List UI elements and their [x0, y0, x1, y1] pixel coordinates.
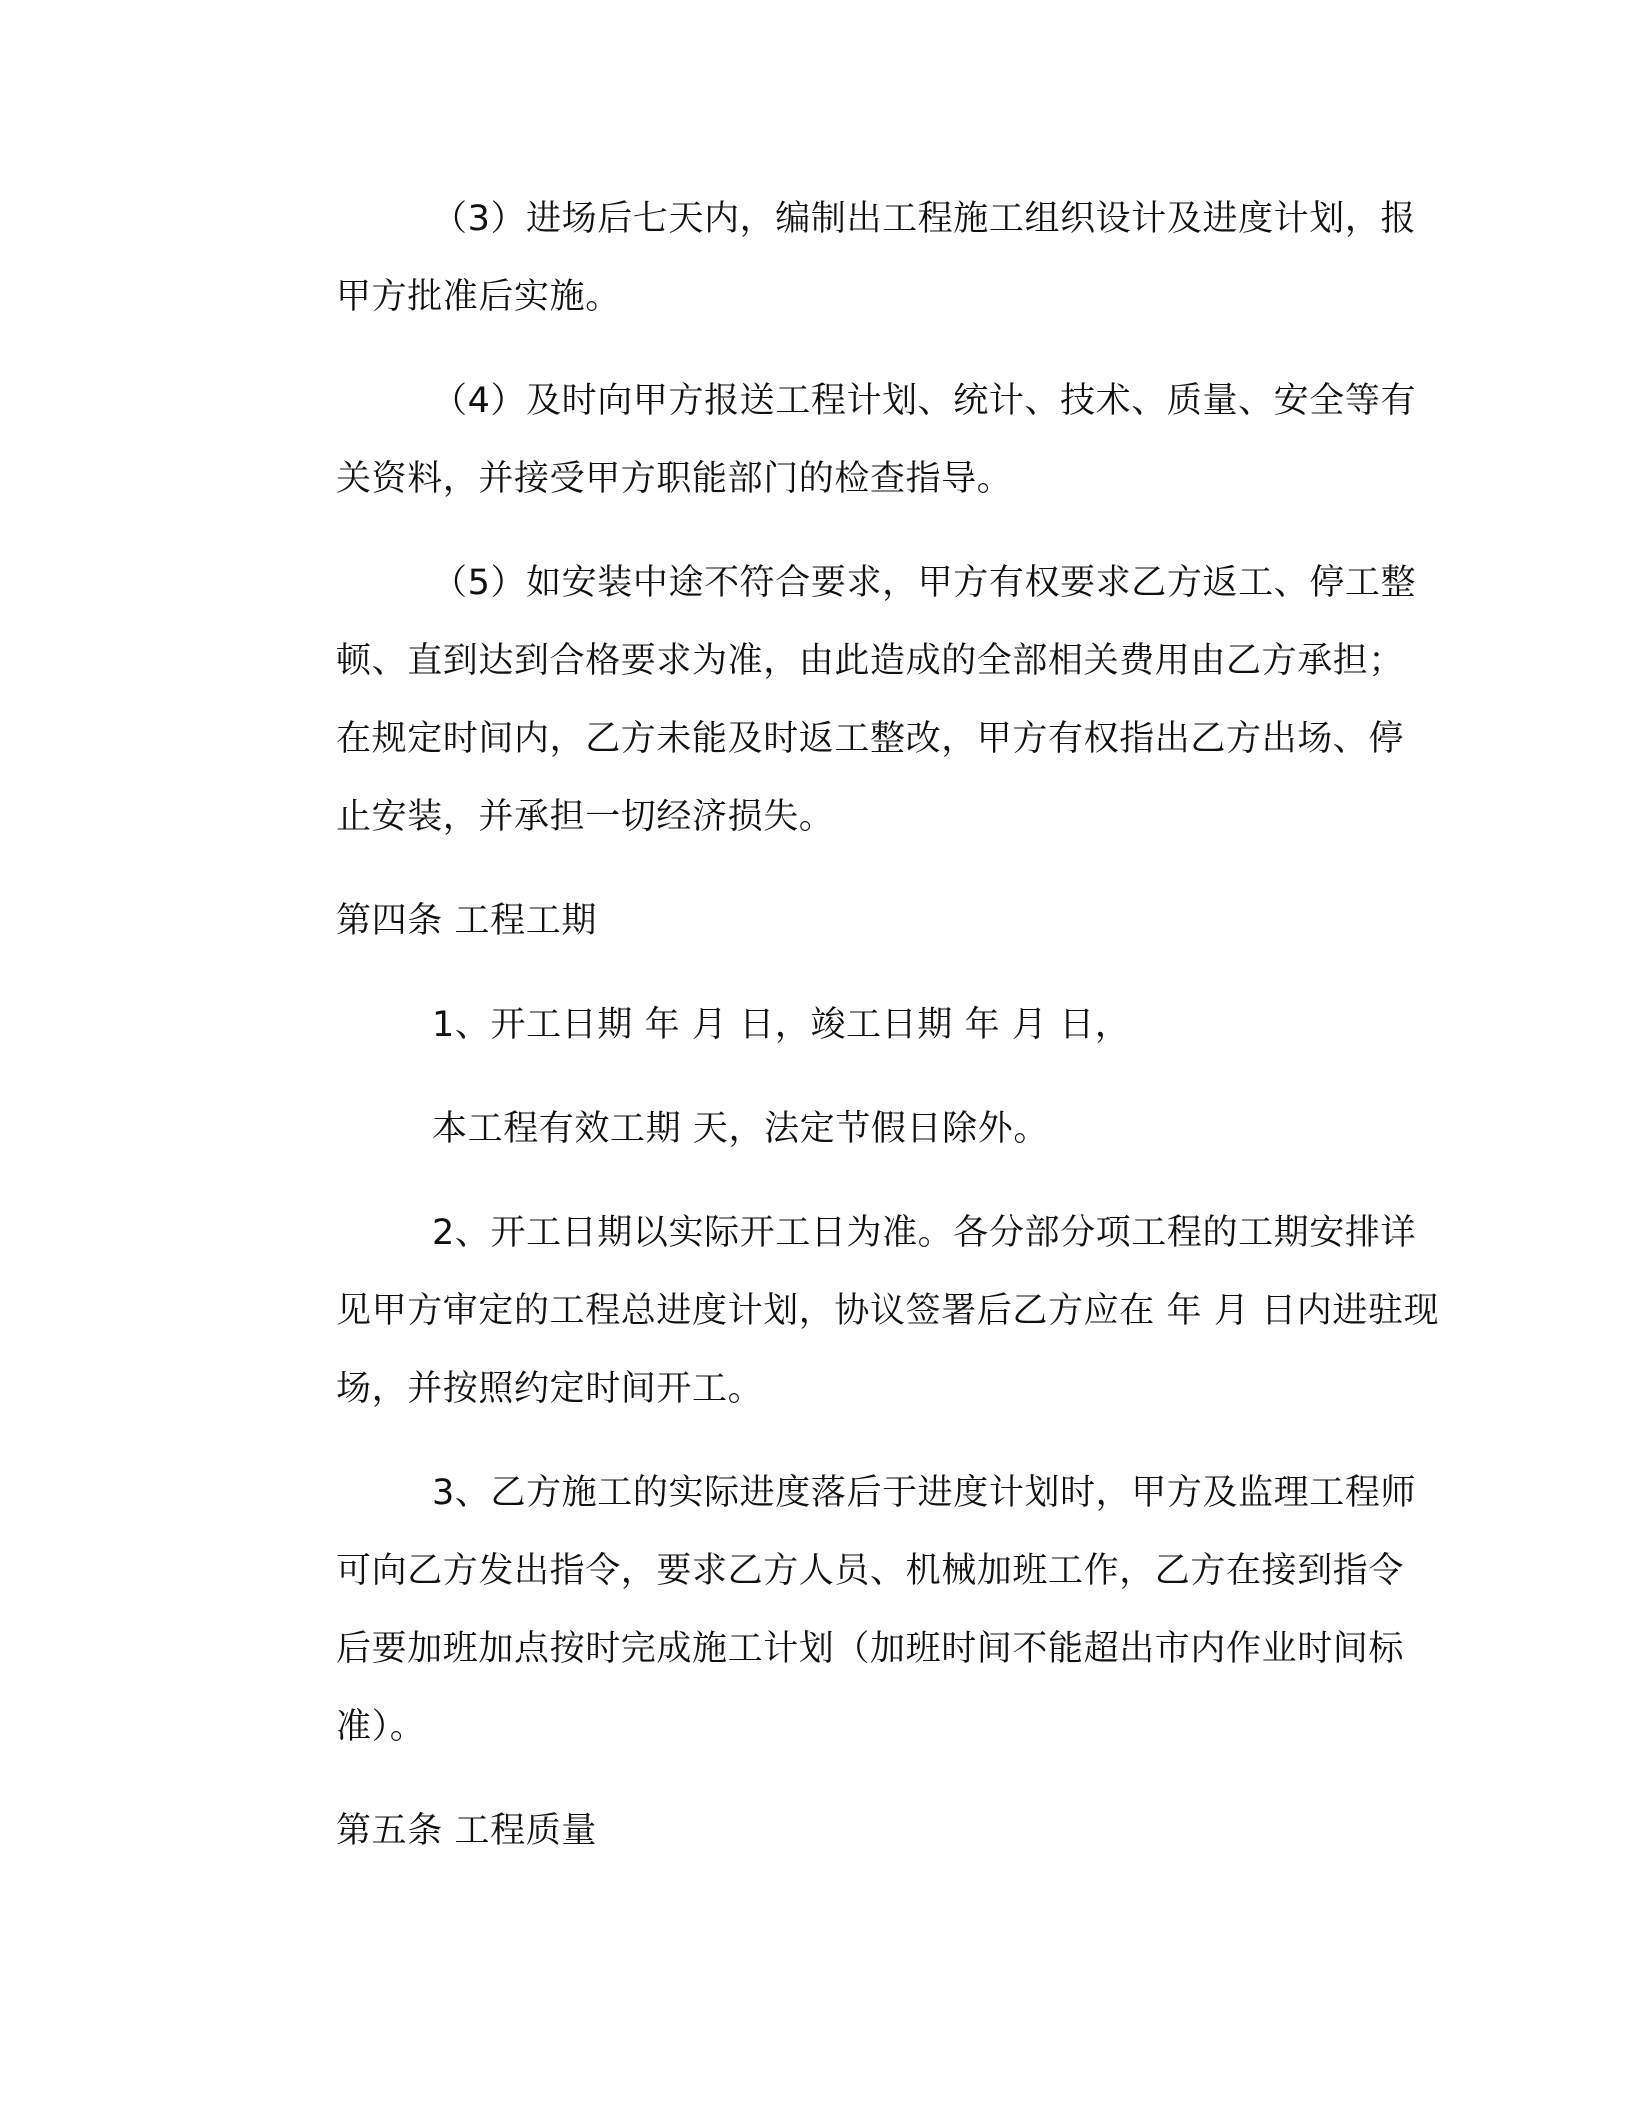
text-line: 2、开工日期以实际开工日为准。各分部分项工程的工期安排详 — [432, 1213, 1417, 1253]
text-line: 见甲方审定的工程总进度计划，协议签署后乙方应在 年 月 日内进驻现 — [336, 1291, 1440, 1331]
text-line: 1、开工日期 年 月 日，竣工日期 年 月 日， — [432, 1005, 1131, 1045]
text-line: （3）进场后七天内，编制出工程施工组织设计及进度计划，报 — [432, 199, 1417, 239]
schedule-item-1 — [240, 986, 1380, 1064]
text-line: 止安装，并承担一切经济损失。 — [336, 797, 835, 837]
clause-item-5 — [240, 544, 1417, 856]
clause-item-4 — [240, 362, 1417, 518]
text-line: 准）。 — [336, 1707, 426, 1747]
text-line: 可向乙方发出指令，要求乙方人员、机械加班工作，乙方在接到指令 — [336, 1551, 1405, 1591]
schedule-duration — [240, 1090, 1380, 1168]
text-line: 甲方批准后实施。 — [336, 277, 621, 317]
article-heading: 第四条 工程工期 — [336, 901, 597, 941]
clause-item-3 — [240, 180, 1417, 336]
text-line: 后要加班加点按时完成施工计划（加班时间不能超出市内作业时间标 — [336, 1629, 1405, 1669]
text-line: 场，并按照约定时间开工。 — [336, 1369, 764, 1409]
text-line: 本工程有效工期 天，法定节假日除外。 — [432, 1109, 1049, 1149]
article-heading: 第五条 工程质量 — [336, 1811, 597, 1851]
text-line: 顿、直到达到合格要求为准，由此造成的全部相关费用由乙方承担； — [336, 641, 1405, 681]
schedule-item-2 — [240, 1194, 1440, 1428]
text-line: 关资料，并接受甲方职能部门的检查指导。 — [336, 459, 1013, 499]
contract-text — [240, 180, 1440, 1896]
text-line: （5）如安装中途不符合要求，甲方有权要求乙方返工、停工整 — [432, 563, 1417, 603]
text-line: 3、乙方施工的实际进度落后于进度计划时，甲方及监理工程师 — [432, 1473, 1417, 1513]
text-line: （4）及时向甲方报送工程计划、统计、技术、质量、安全等有 — [432, 381, 1417, 421]
text-line: 在规定时间内，乙方未能及时返工整改，甲方有权指出乙方出场、停 — [336, 719, 1405, 759]
schedule-item-3 — [240, 1454, 1417, 1766]
